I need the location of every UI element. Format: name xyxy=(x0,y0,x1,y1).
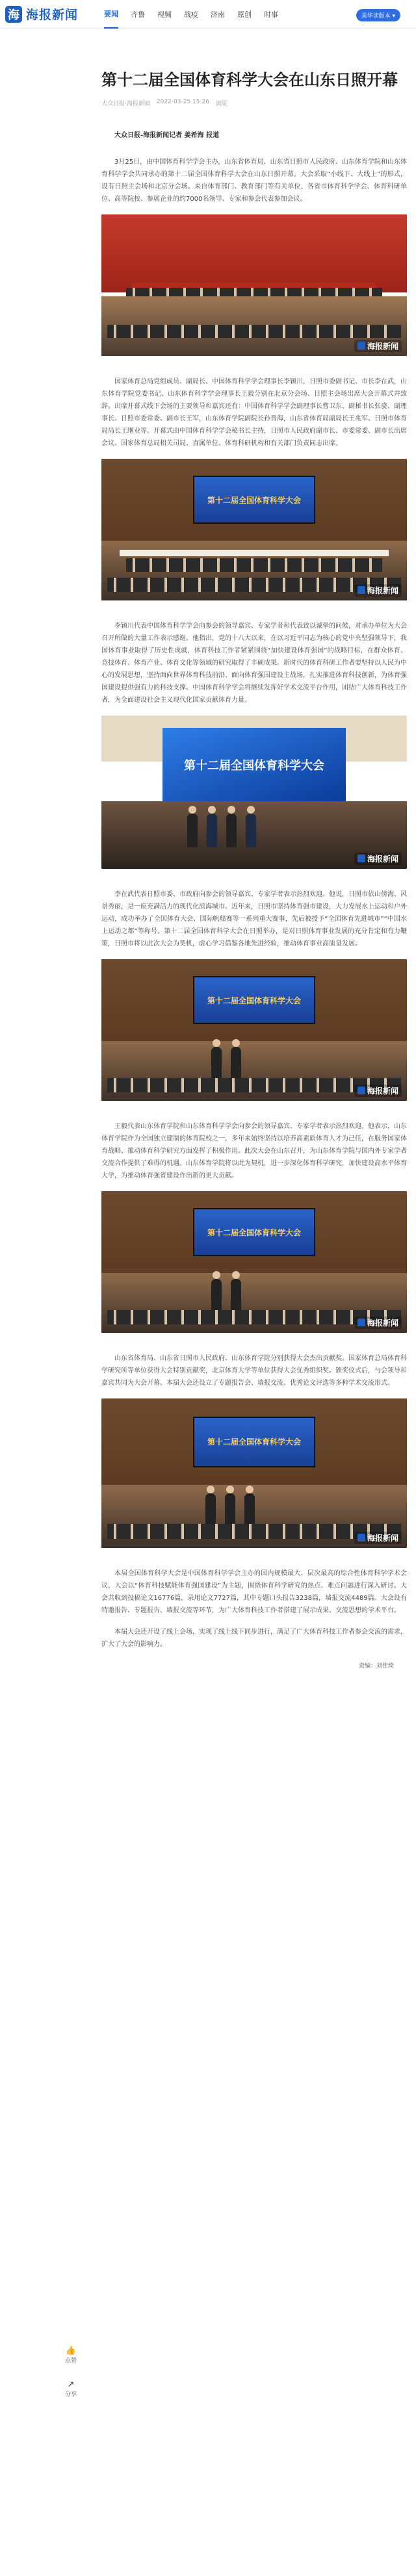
paragraph: 国家体育总局党组成员、副局长、中国体育科学学会理事长李颖川，日照市委副书记、市长李在武，山东体育学院党委书记、山东体育科学学会理事长王毅分别在北京分会场、日照主会场出席大会开幕式并致辞。出席开幕式线下会场的主要领导和嘉宾还有：中国体育科学学会副理事长曹卫东、副秘书长张骁、副理事长、日照市委常委、副市长王军，山东体育学院副院长孙晋海，山东省体育局副局长王兆军、日照市体育局局长王继业等。开幕式由中国体育科学学会秘书长主持，日照市人民政府副市长、市委常委、副市长出席会议。国家体育总局相关司局、直属单位、体育科研机构和有关部门负责同志出席。 xyxy=(101,378,407,447)
like-button[interactable]: 👍 点赞 xyxy=(65,2346,77,2364)
nav-item-zhanyi[interactable]: 战疫 xyxy=(184,10,198,19)
meta-extra: 浏览 xyxy=(215,101,228,107)
paragraph: 本届全国体育科学大会是中国体育科学学会主办的国内规模最大、层次最高的综合性体育科学学术会议，大会以“体育科技赋能体育强国建设”为主题，围绕体育科学研究的热点、难点问题进行深入研讨。大会共收到投稿论文16776篇，录用论文7727篇，其中专题口头报告3238篇，墙报交流4489篇。大会设有特邀报告、专题报告、墙报交流等环节，为广大体育科技工作者搭建了展示成果、交流思想的学术平台。 xyxy=(101,1570,407,1614)
logo-icon xyxy=(358,855,365,862)
paragraph: 3月25日，由中国体育科学学会主办，山东省体育局、山东省日照市人民政府、山东体育学院和山东体育科学学会共同承办的第十二届全国体育科学大会在山东日照开幕。大会采取“小线下、大线上”的形式，设有日照主会场和北京分会场。来自体育部门、教育部门等有关单位，各省市体育科学学会、体育科研单位、高等院校、参展企业的约7000名领导、专家和参会代表参加会议。 xyxy=(101,159,407,203)
screen-text: 第十二届全国体育科学大会 xyxy=(193,1208,315,1256)
nav-item-jinan[interactable]: 济南 xyxy=(211,10,225,19)
logo-text: 海报新闻 xyxy=(26,8,79,22)
screen-text: 第十二届全国体育科学大会 xyxy=(162,728,346,801)
article-title: 第十二届全国体育科学大会在山东日照开幕 xyxy=(101,71,398,89)
watermark: 海报新闻 xyxy=(354,340,402,352)
logo-icon xyxy=(358,342,365,350)
share-icon: ↗ xyxy=(67,2380,75,2389)
article-main xyxy=(101,29,407,1669)
logo-icon xyxy=(358,1534,365,1541)
meta-source: 大众日报·海报新闻 xyxy=(101,101,150,107)
watermark: 海报新闻 xyxy=(354,853,402,865)
article-photo xyxy=(101,1398,407,1548)
article-photo xyxy=(101,959,407,1101)
share-button[interactable]: ↗ 分享 xyxy=(65,2380,77,2398)
logo-icon xyxy=(358,1087,365,1094)
watermark: 海报新闻 xyxy=(354,1317,402,1329)
thumbs-up-icon: 👍 xyxy=(65,2346,77,2356)
logo-icon xyxy=(358,586,365,594)
article-photo xyxy=(101,715,407,869)
screen-text: 第十二届全国体育科学大会 xyxy=(193,476,315,524)
reading-mode-button[interactable]: 美华读版本 ▾ xyxy=(356,9,400,21)
nav-item-shishi[interactable]: 时事 xyxy=(264,10,278,19)
article-photo xyxy=(101,1191,407,1333)
paragraph: 本届大会还开设了线上会场，实现了线上线下同步进行，满足了广大体育科技工作者参会交流的需求，扩大了大会的影响力。 xyxy=(101,1629,407,1648)
paragraph: 李在武代表日照市委、市政府向参会的领导嘉宾、专家学者表示热烈欢迎。他说，日照市依山傍海、风景秀丽，是一座充满活力的现代化滨海城市。近年来，日照市坚持体育强市建设，大力发展水上运动和户外运动，成功举办了全国体育大会、国际帆船赛等一系列重大赛事，先后被授予“全国体育先进城市”“中国水上运动之都”等称号。第十二届全国体育科学大会在日照举办，是对日照体育事业发展的充分肯定和有力鞭策，日照市将以此次大会为契机，虚心学习借鉴各地先进经验，推动体育事业高质量发展。 xyxy=(101,891,407,947)
side-actions xyxy=(65,2346,77,2398)
editor-credit: 责编：刘佳琦 xyxy=(358,1663,394,1669)
article-meta xyxy=(101,99,407,107)
paragraph: 山东省体育局、山东省日照市人民政府、山东体育学院分别获得大会杰出贡献奖。国家体育总局体育科学研究所等单位获得大会特别贡献奖，北京体育大学等单位获得大会优秀组织奖。颁奖仪式后，与会领导和嘉宾共同为大会开幕。本届大会还设立了专题报告会、墙报交流、优秀论文评选等多种学术交流形式。 xyxy=(101,1355,407,1387)
meta-time: 2022-03-25 15:26 xyxy=(156,99,209,105)
screen-text: 第十二届全国体育科学大会 xyxy=(193,976,315,1024)
article-photo xyxy=(101,459,407,600)
top-header xyxy=(0,0,416,29)
article-photo xyxy=(101,214,407,356)
paragraph: 李颖川代表中国体育科学学会向参会的领导嘉宾、专家学者和代表致以诚挚的问候，对承办单位为大会召开所做的大量工作表示感谢。他指出，党的十八大以来，在以习近平同志为核心的党中央坚强领导下，我国体育事业取得了历史性成就，体育科技工作者紧紧围绕“加快建设体育强国”的战略目标，在群众体育、竞技体育、体育产业、体育文化等领域的研究取得了丰硕成果。新时代的体育科研工作者要坚持以人民为中心的发展思想，坚持面向世界体育科技前沿、面向体育强国建设主战场，扎实推进体育科技创新，为体育强国建设提供强有力的科技支撑。中国体育科学学会将继续发挥好学术交流平台作用，团结广大体育科技工作者，为全面建设社会主义现代化国家贡献体育力量。 xyxy=(101,623,407,704)
screen-text: 第十二届全国体育科学大会 xyxy=(193,1417,315,1467)
nav-item-qilu[interactable]: 齐鲁 xyxy=(131,10,145,19)
nav-item-video[interactable]: 视频 xyxy=(157,10,172,19)
article-author: 大众日报-海报新闻记者 姜希海 报道 xyxy=(114,132,220,139)
nav-item-yaowen[interactable]: 要闻 xyxy=(104,0,118,29)
logo-icon: 海 xyxy=(5,6,22,23)
paragraph: 王毅代表山东体育学院和山东体育科学学会向参会的领导嘉宾、专家学者表示热烈欢迎。他表示，山东体育学院作为全国独立建制的体育院校之一，多年来始终坚持以培养高素质体育人才为己任，在服务国家体育战略、推动体育科学研究方面发挥了积极作用。此次大会在山东召开，为山东体育学院与国内外专家学者交流合作提供了难得的机遇。山东体育学院将以此为契机，进一步深化体育科学研究，加快建设高水平体育大学，为推动体育强省建设作出新的更大贡献。 xyxy=(101,1123,407,1179)
logo-icon xyxy=(358,1319,365,1326)
nav-item-yuanchuang[interactable]: 原创 xyxy=(237,10,252,19)
watermark: 海报新闻 xyxy=(354,1532,402,1544)
site-logo[interactable] xyxy=(5,5,90,23)
watermark: 海报新闻 xyxy=(354,1085,402,1097)
main-nav xyxy=(104,0,291,29)
watermark: 海报新闻 xyxy=(354,584,402,597)
